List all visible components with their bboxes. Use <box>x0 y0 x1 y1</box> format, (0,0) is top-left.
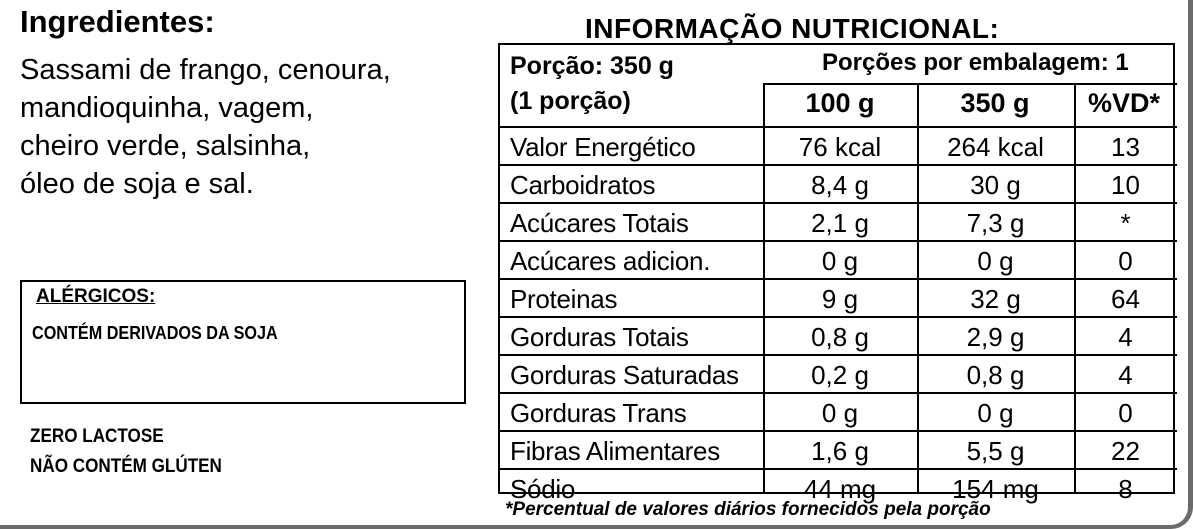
portion-label: Porção: 350 g <box>510 52 674 80</box>
nutrient-value-350g: 5,5 g <box>966 436 1025 466</box>
nutrient-value-vd: 0 <box>1118 398 1133 428</box>
nutrient-value-vd: 64 <box>1111 284 1140 314</box>
nutrient-value-100g: 0,8 g <box>811 322 869 352</box>
allergens-text: CONTÉM DERIVADOS DA SOJA <box>32 323 278 343</box>
nutrient-value-100g: 0,2 g <box>811 360 869 390</box>
nutrient-name: Carboidratos <box>510 170 656 200</box>
nutrient-value-350g: 7,3 g <box>966 208 1025 238</box>
nutrient-value-vd: 4 <box>1118 360 1133 390</box>
nutrient-value-350g: 2,9 g <box>966 322 1025 352</box>
ingredients-line: mandioquinha, vagem, <box>20 92 314 124</box>
nutrient-value-350g: 0,8 g <box>966 360 1025 390</box>
nutrient-name: Gorduras Totais <box>510 322 689 352</box>
nutrient-value-350g: 32 g <box>970 284 1021 314</box>
servings-per-package: Porções por embalagem: 1 <box>822 49 1129 76</box>
nutrient-value-350g: 0 g <box>977 246 1014 276</box>
nutrient-value-vd: 4 <box>1118 322 1133 352</box>
nutrient-value-350g: 154 mg <box>952 474 1039 504</box>
nutrient-value-350g: 30 g <box>970 170 1021 200</box>
nutrient-value-vd: 8 <box>1118 474 1133 504</box>
nutrient-value-100g: 9 g <box>821 284 859 314</box>
nutrition-title: INFORMAÇÃO NUTRICIONAL: <box>585 13 1000 44</box>
nutrient-name: Proteinas <box>510 284 618 314</box>
nutrient-name: Fibras Alimentares <box>510 436 720 466</box>
grid-line <box>763 83 1177 85</box>
nutrient-value-100g: 8,4 g <box>811 170 869 200</box>
nutrient-name: Valor Energético <box>510 132 696 162</box>
nutrient-name: Sódio <box>510 474 575 504</box>
nutrient-name: Acúcares adicion. <box>510 246 711 276</box>
nutrient-value-vd: * <box>1120 208 1131 238</box>
footnote: *Percentual de valores diários fornecidos pela porção <box>505 499 991 520</box>
note-lactose: ZERO LACTOSE <box>30 426 164 447</box>
nutrient-value-vd: 22 <box>1111 436 1140 466</box>
ingredients-line: cheiro verde, salsinha, <box>20 130 311 162</box>
nutrient-value-350g: 264 kcal <box>947 132 1044 162</box>
nutrient-value-350g: 0 g <box>977 398 1014 428</box>
nutrient-value-100g: 1,6 g <box>811 436 869 466</box>
ingredients-line: Sassami de frango, cenoura, <box>20 54 391 86</box>
dietary-notes <box>30 422 222 482</box>
nutrient-value-100g: 0 g <box>821 246 859 276</box>
nutrient-value-vd: 13 <box>1111 132 1140 162</box>
ingredients-title: Ingredientes: <box>20 4 215 39</box>
allergens-box <box>20 280 466 404</box>
note-gluten: NÃO CONTÉM GLÚTEN <box>30 456 222 477</box>
nutrient-value-100g: 0 g <box>821 398 859 428</box>
portion-sub-label: (1 porção) <box>510 87 631 115</box>
allergens-title: ALÉRGICOS: <box>36 286 156 307</box>
nutrient-value-100g: 44 mg <box>803 474 877 504</box>
column-header: 350 g <box>960 88 1030 118</box>
nutrient-name: Gorduras Saturadas <box>510 360 739 390</box>
nutrient-name: Gorduras Trans <box>510 398 687 428</box>
nutrient-name: Acúcares Totais <box>510 208 689 238</box>
nutrient-value-100g: 76 kcal <box>798 132 882 162</box>
column-header: 100 g <box>805 88 875 118</box>
nutrient-value-100g: 2,1 g <box>811 208 869 238</box>
nutrition-table <box>498 43 1175 504</box>
column-header: %VD* <box>1087 88 1161 118</box>
nutrient-value-vd: 0 <box>1118 246 1133 276</box>
ingredients-text <box>20 51 490 203</box>
nutrient-value-vd: 10 <box>1111 170 1140 200</box>
ingredients-line: óleo de soja e sal. <box>20 168 254 200</box>
